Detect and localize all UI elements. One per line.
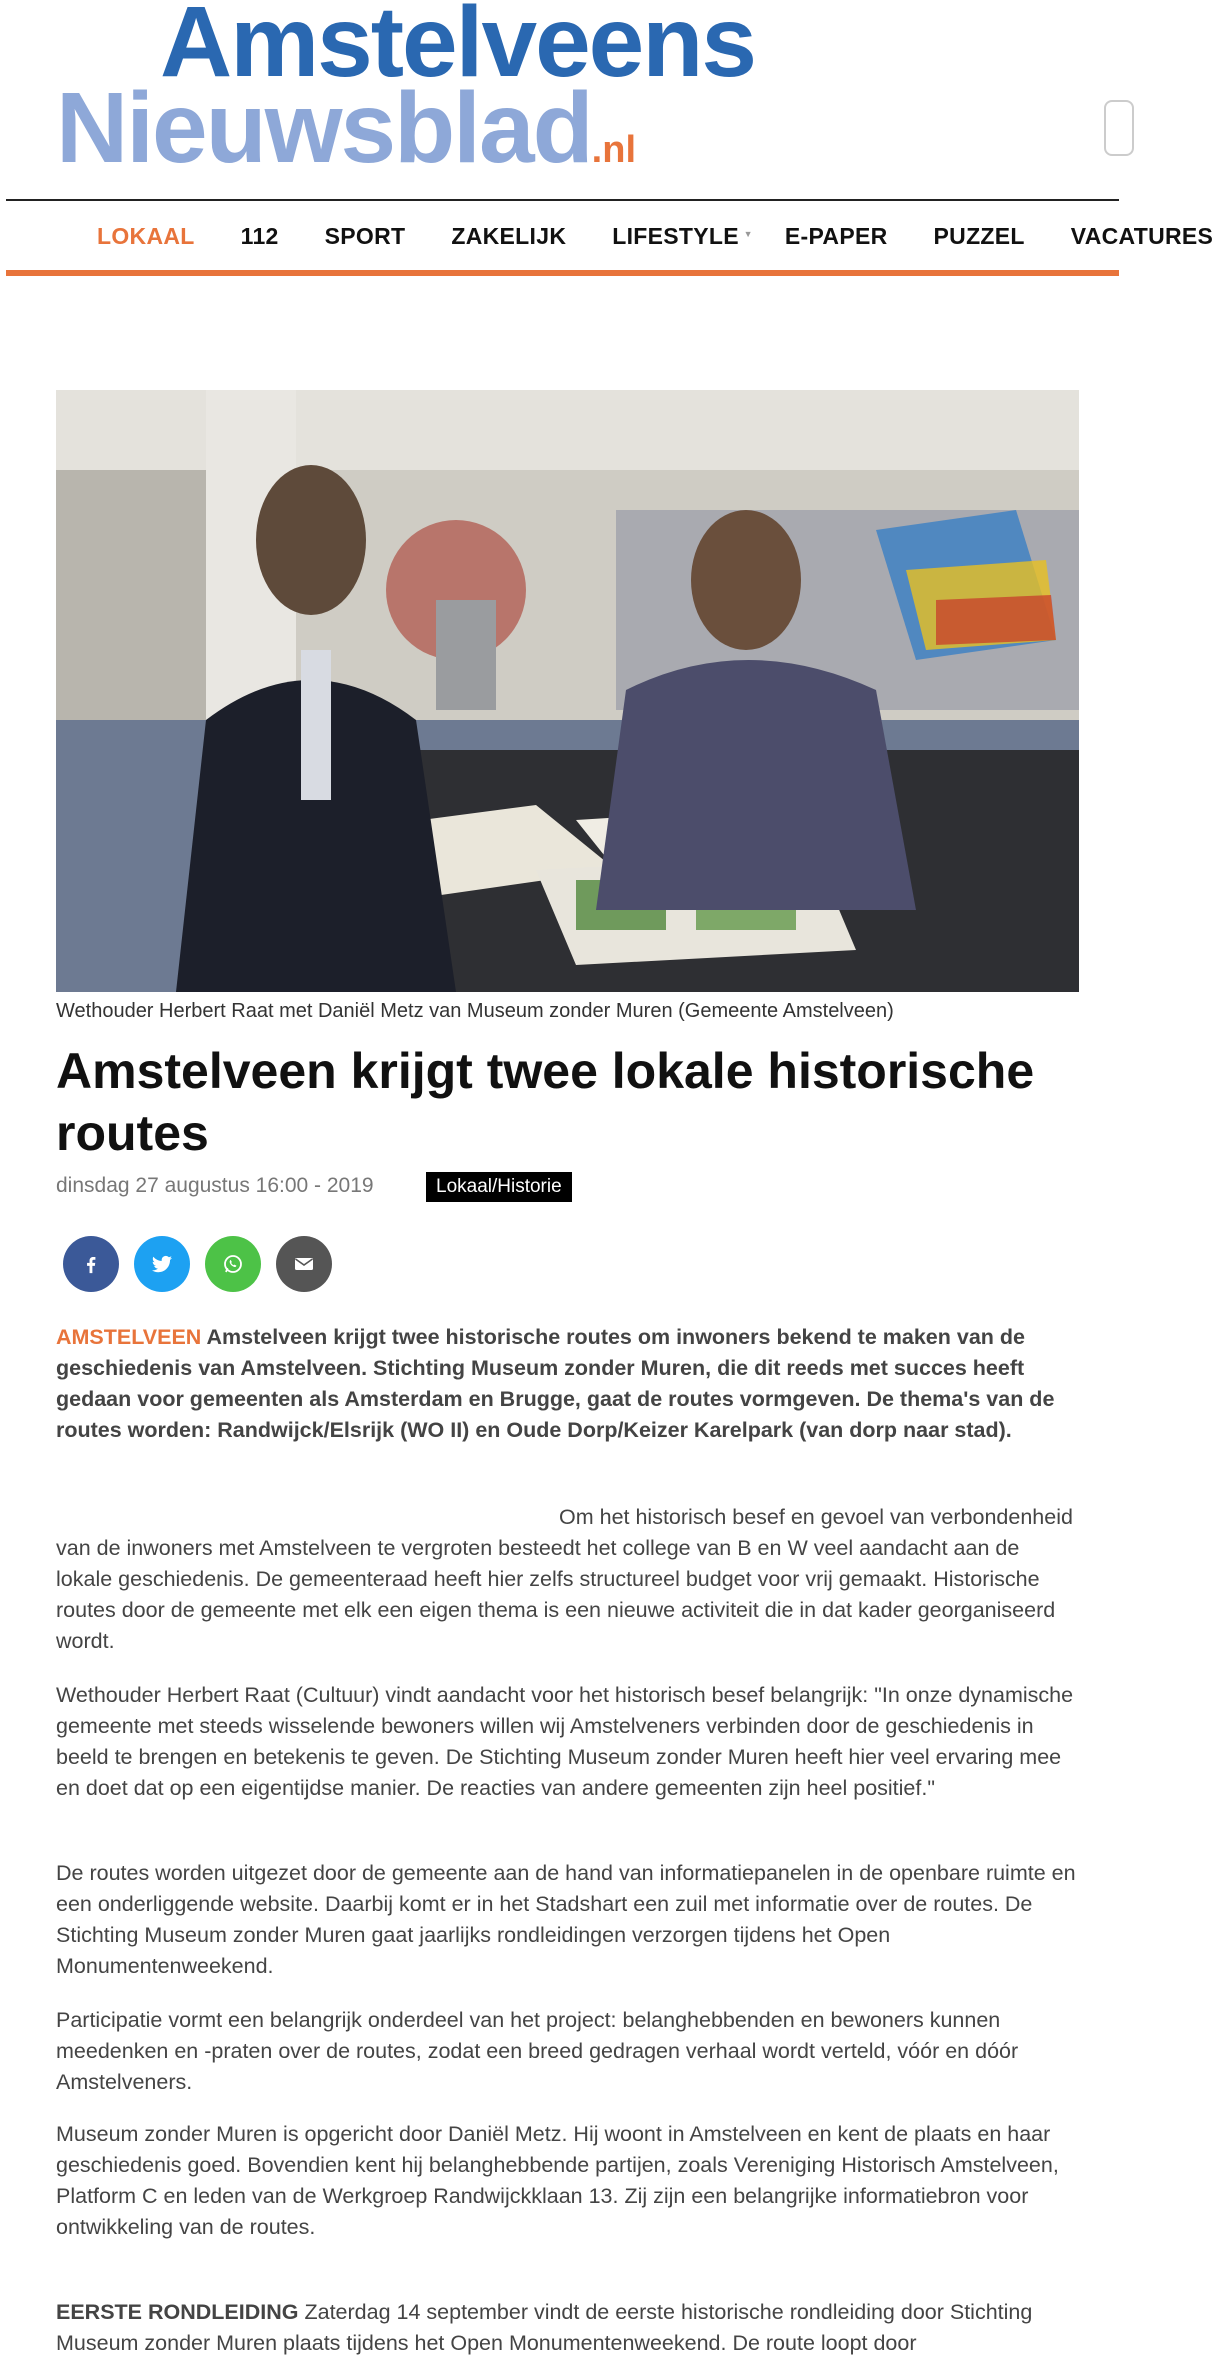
article-date: dinsdag 27 augustus 16:00 - 2019 — [56, 1174, 374, 1197]
category-badge[interactable]: Lokaal/Historie — [426, 1172, 572, 1202]
article-photo — [56, 390, 1079, 992]
nav-item-zakelijk[interactable]: ZAKELIJK — [451, 222, 567, 249]
site-logo[interactable] — [56, 0, 755, 184]
nav-item-lifestyle[interactable] — [612, 222, 753, 250]
logo-line-2-text: Nieuwsblad — [56, 72, 592, 184]
photo-illustration — [56, 390, 1079, 992]
twitter-icon — [150, 1252, 174, 1276]
paragraph-6-text: Zaterdag 14 september vindt de eerste historische rondleiding door Stichting Museum zonder Muren plaats tijdens het Open Monumentenweekend. De route loopt door — [56, 2300, 1033, 2355]
paragraph-kicker: EERSTE RONDLEIDING — [56, 2300, 299, 2324]
facebook-share-button[interactable] — [63, 1236, 119, 1292]
paragraph-4: Participatie vormt een belangrijk onderdeel van het project: belanghebbenden en bewoners kunnen meedenken en -praten over de routes, zodat een breed gedragen verhaal wordt verteld, vóór en dóór Amstelveners. — [56, 2008, 1019, 2094]
search-box-edge[interactable] — [1104, 100, 1134, 156]
main-nav — [6, 202, 1213, 270]
paragraph-3: De routes worden uitgezet door de gemeente aan de hand van informatiepanelen in de openbare ruimte en een onderliggende website. Daarbij komt er in het Stadshart een zuil met informatie over de routes. De Stichting Museum zonder Muren gaat jaarlijks rondleidingen verzorgen tijdens het Open Monumentenweekend. — [56, 1861, 1076, 1978]
logo-line-1: Amstelveens — [160, 0, 755, 98]
twitter-share-button[interactable] — [134, 1236, 190, 1292]
whatsapp-icon — [221, 1252, 245, 1276]
paragraph-5: Museum zonder Muren is opgericht door Daniël Metz. Hij woont in Amstelveen en kent de plaats en haar geschiedenis goed. Bovendien kent hij belanghebbende partijen, zoals Vereniging Historisch Amstelveen, Platform C en leden van de Werkgroep Randwijckklaan 13. Zij zijn een belangrijke informatiebron voor ontwikkeling van de routes. — [56, 2122, 1059, 2239]
nav-accent-bar — [6, 270, 1119, 276]
facebook-icon — [80, 1253, 102, 1275]
nav-item-lokaal[interactable]: LOKAAL — [97, 222, 195, 249]
lead-text: Amstelveen krijgt twee historische routes om inwoners bekend te maken van de geschiedenis van Amstelveen. Stichting Museum zonder Muren, die dit reeds met succes heeft gedaan voor gemeenten als Amsterdam en Brugge, gaat de routes vormgeven. De thema's van de routes worden: Randwijck/Elsrijk (WO II) en Oude Dorp/Keizer Karelpark (van dorp naar stad). — [56, 1325, 1055, 1442]
whatsapp-share-button[interactable] — [205, 1236, 261, 1292]
paragraph-1: Om het historisch besef en gevoel van verbondenheid van de inwoners met Amstelveen te vergroten besteedt het college van B en W veel aandacht aan de lokale geschiedenis. De gemeenteraad heeft hier zelfs structureel budget voor vrij gemaakt. Historische routes door de gemeente met elk een eigen thema is een nieuwe activiteit die in dat kader georganiseerd wordt. — [56, 1505, 1073, 1653]
article-lead — [56, 1322, 1080, 1446]
envelope-icon — [292, 1252, 316, 1276]
image-caption: Wethouder Herbert Raat met Daniël Metz van Museum zonder Muren (Gemeente Amstelveen) — [56, 1000, 894, 1022]
nav-item-puzzel[interactable]: PUZZEL — [933, 222, 1025, 249]
logo-line-2 — [56, 72, 636, 184]
nav-item-lifestyle-label: LIFESTYLE — [612, 222, 739, 249]
share-buttons — [63, 1236, 332, 1292]
nav-item-e-paper[interactable]: E-PAPER — [784, 222, 888, 249]
paragraph-2: Wethouder Herbert Raat (Cultuur) vindt aandacht voor het historisch besef belangrijk: "In onze dynamische gemeente met steeds wisselende bewoners willen wij Amstelveners verbinden door de geschiedenis in beeld te brengen en betekenis te geven. De Stichting Museum zonder Muren heeft hier veel ervaring mee en doet dat op een eigentijdse manier. De reacties van andere gemeenten zijn heel positief." — [56, 1683, 1074, 1800]
article-title: Amstelveen krijgt twee lokale historische routes — [56, 1043, 1035, 1161]
nav-item-sport[interactable]: SPORT — [324, 222, 406, 249]
nav-item-112[interactable]: 112 — [240, 222, 279, 249]
email-share-button[interactable] — [276, 1236, 332, 1292]
nav-item-vacatures[interactable]: VACATURES — [1070, 222, 1213, 249]
header-divider — [6, 199, 1119, 201]
logo-suffix: .nl — [591, 129, 636, 171]
chevron-down-icon: ▼ — [743, 228, 753, 239]
paragraph-6 — [56, 2297, 1080, 2359]
lead-location: AMSTELVEEN — [56, 1325, 202, 1349]
